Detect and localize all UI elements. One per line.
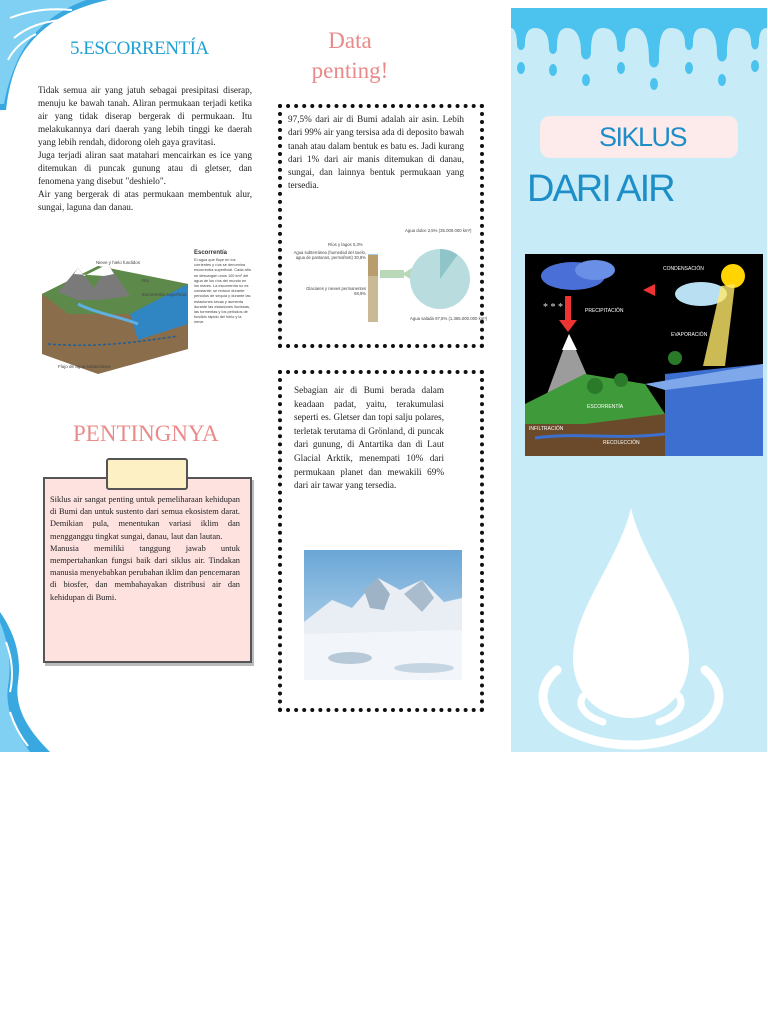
water-drop-icon bbox=[527, 500, 735, 750]
escorrentia-paragraph: Juga terjadi aliran saat matahari mencairkan es ice yang ditemukan di puncak gunung atau di gletser, dan fenomena yang disebut "deshielo". bbox=[38, 150, 252, 186]
water-distribution-chart bbox=[290, 224, 488, 334]
pentingnya-tab bbox=[106, 458, 188, 490]
pentingnya-paragraph: Siklus air sangat penting untuk pemeliharaan kehidupan di Bumi dan untuk sustento dari semua ekosistem darat. Demikian pula, menentukan variasi iklim dan mengganggu tingkat sungai, danau, laut dan lautan. bbox=[50, 495, 240, 541]
pie-label: Agua salada 97,5% (1.365.000.000 km³) bbox=[410, 316, 488, 321]
bar-label: Glaciares y nieves permanentes 68,9% bbox=[306, 286, 366, 297]
escorrentia-paragraph: Air yang bergerak di atas permukaan membentuk alur, sungai, laguna dan danau. bbox=[38, 189, 252, 212]
data-title-line: penting! bbox=[311, 58, 389, 83]
data-box-2-text: Sebagian air di Bumi berada dalam keadaan padat, yaitu, terakumulasi seperti es. Gletser dan topi salju polares, terletak terutama di Grönland, di puncak dari gunung, di Antartika dan di Laut Glacial Arktik, menempati 10% dari permukaan planet dan mewakili 69% dari air tawar yang tersedia. bbox=[294, 385, 444, 491]
bar-segment-rios bbox=[368, 254, 378, 255]
bar-label: Agua subterránea (humedad del suelo, agua de pantanos, permafrost) 30,8% bbox=[293, 250, 366, 261]
data-box-1-text: 97,5% dari air di Bumi adalah air asin. Lebih dari 99% air yang tersisa ada di deposito bawah tanah atau dalam bentuk es batu es. Jadi kurang dari 1% dari air manis ditemukan di danau, sungai, dan lainnya bentuk permukaan yang tersedia. bbox=[288, 114, 464, 191]
bar-label: Ríos y lagos 0,3% bbox=[328, 242, 363, 247]
data-title-line: Data bbox=[328, 28, 372, 53]
diagram-label: Nieve y hielo fundidos bbox=[96, 260, 141, 265]
pie-label: Agua dulce 2,5% (35.000.000 km³) bbox=[405, 228, 472, 233]
escorrentia-text bbox=[38, 84, 252, 214]
connector-arrow-stem bbox=[380, 270, 404, 278]
escorrentia-paragraph: Tidak semua air yang jatuh sebagai presipitasi diserap, menuju ke bawah tanah. Aliran permukaan terjadi ketika air yang tidak diserap bergerak di permukaan. Itu melakukannya dari daerah yang lebih tinggi ke daerah yang lebih rendah, didorong oleh gaya gravitasi. bbox=[38, 85, 252, 147]
diagram-label: Flujo de agua subterránea bbox=[58, 364, 111, 369]
escorrentia-title: 5.ESCORRENTÍA bbox=[70, 38, 209, 59]
pentingnya-paragraph: Manusia memiliki tanggung jawab untuk mempertahankan fungsi baik dari siklus air. Tindakan manusia menyebabkan perubahan iklim dan pencemaran di biosfer, dan membahayakan distribusi air dan kehidupan di Bumi. bbox=[50, 543, 240, 602]
diagram-label: Escorrentía superficial bbox=[142, 292, 187, 297]
glacier-photo bbox=[304, 550, 462, 680]
pentingnya-title: PENTINGNYA bbox=[73, 421, 219, 446]
cover-title-siklus: SIKLUS bbox=[598, 122, 687, 152]
bar-segment-subterranea bbox=[368, 255, 378, 276]
cycle-label: PRECIPITACIÓN bbox=[585, 308, 624, 314]
cover-title-dari-air: DARI AIR bbox=[527, 168, 674, 210]
water-drip-decoration bbox=[511, 8, 767, 98]
escorrentia-diagram bbox=[38, 244, 253, 379]
cycle-label: INFILTRACIÓN bbox=[529, 426, 564, 432]
cycle-label: RECOLECCIÓN bbox=[603, 440, 640, 446]
pentingnya-text bbox=[50, 494, 240, 604]
cycle-label: EVAPORACIÓN bbox=[671, 332, 708, 338]
cycle-label: ESCORRENTÍA bbox=[587, 404, 624, 410]
diagram-title: Escorrentía bbox=[194, 250, 228, 256]
data-penting-title bbox=[300, 26, 400, 86]
water-cycle-illustration bbox=[525, 254, 763, 456]
svg-text:* * *: * * * bbox=[543, 302, 563, 313]
cycle-label: CONDENSACIÓN bbox=[663, 266, 704, 272]
diagram-label: Río bbox=[142, 278, 150, 283]
diagram-description: El agua que fluye en los corrientes y ríos se denomina escorrentía superficial. Cada año se descargan unos 100 km³ del agua de los ríos del mundo en los mares. La escorrentía no es constante; se reduce durante periodos de sequía y durante las estaciones secas y aumenta durante las estaciones lluviosas, las tormentas y los periodos de fundido rápido del hielo y la nieve. bbox=[194, 257, 252, 325]
